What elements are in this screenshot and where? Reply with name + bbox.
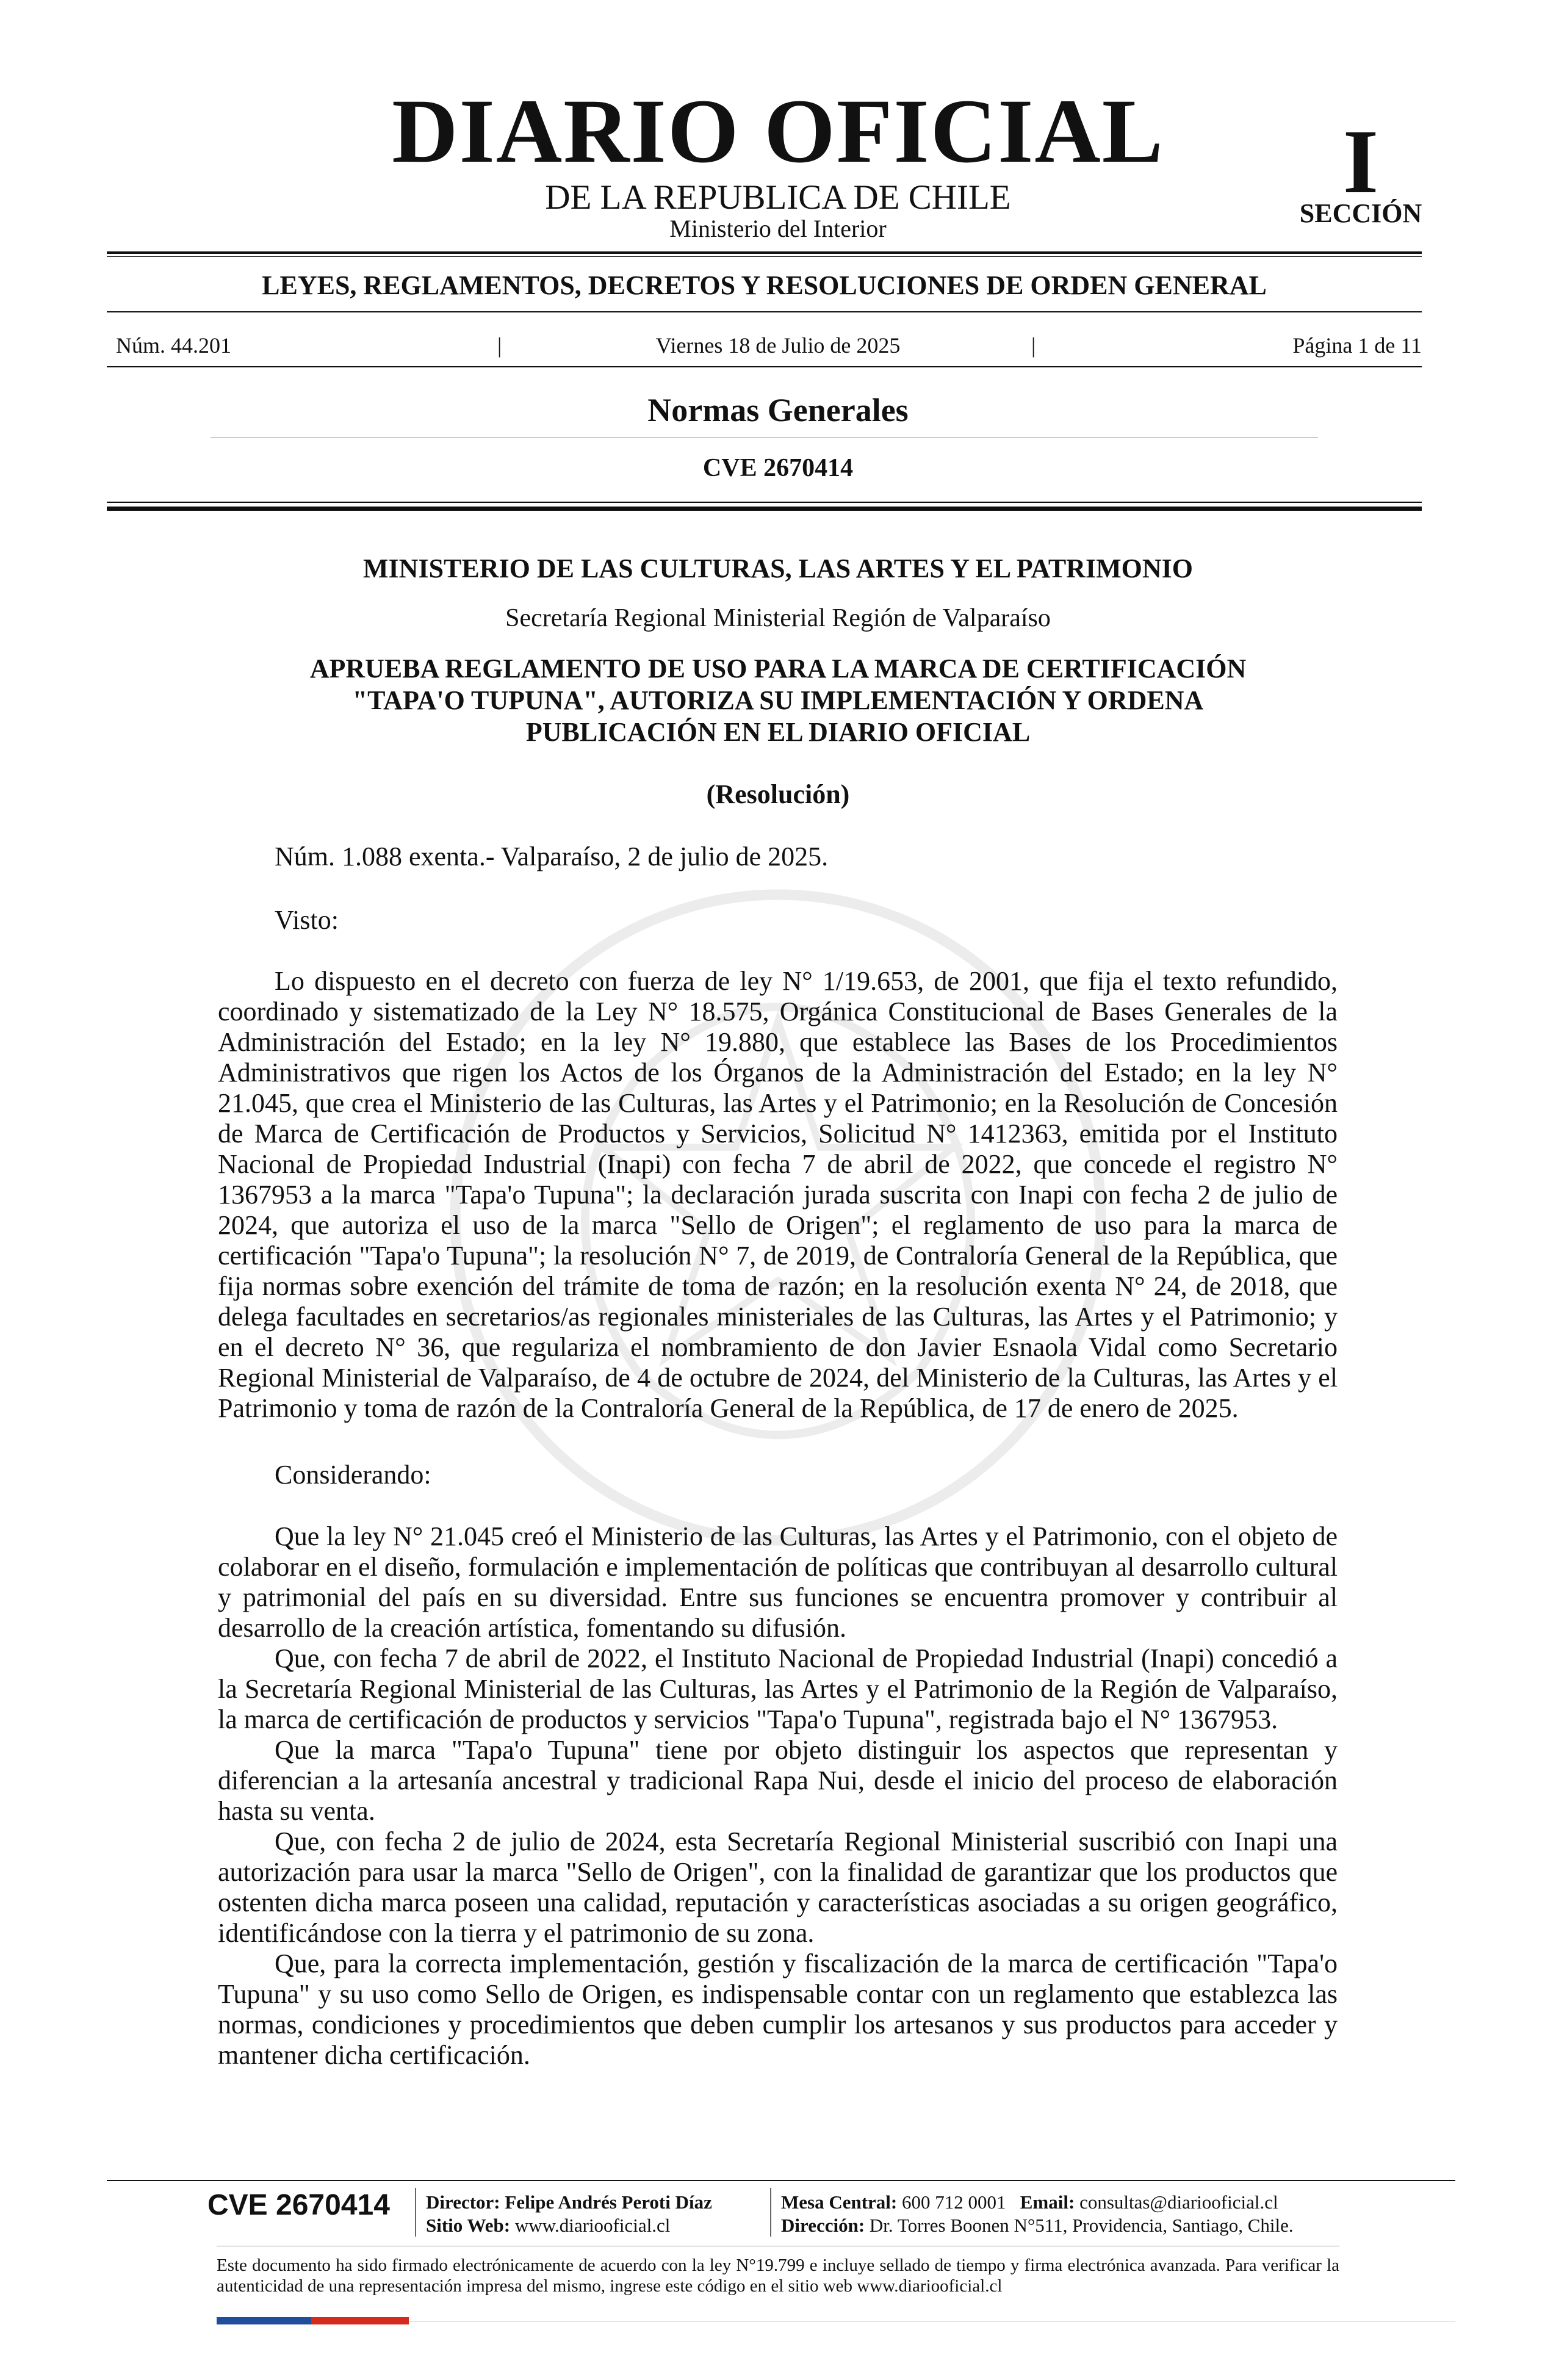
director-name: Felipe Andrés Peroti Díaz	[505, 2191, 712, 2213]
visto-label: Visto:	[275, 905, 339, 935]
resolution-number-line: Núm. 1.088 exenta.- Valparaíso, 2 de julio de 2025.	[275, 842, 829, 871]
issuing-office: Secretaría Regional Ministerial Región de Valparaíso	[505, 604, 1051, 632]
section-title-rule	[211, 437, 1318, 438]
considerando-label: Considerando:	[275, 1460, 431, 1490]
footer-divider	[415, 2188, 416, 2237]
sub-heading: LEYES, REGLAMENTOS, DECRETOS Y RESOLUCIONES DE ORDEN GENERAL	[262, 270, 1267, 300]
masthead-ministry: Ministerio del Interior	[669, 215, 887, 242]
flag-stripe-blue	[217, 2317, 311, 2324]
considerando-paragraph: Que la ley N° 21.045 creó el Ministerio de las Culturas, las Artes y el Patrimonio, con el objeto de colaborar en el diseño, formulación e implementación de políticas que contribuyan al desarrollo cultural y patrimonial del país en su diversidad. Entre sus funciones se encuentra promover y contribuir al desarrollo de la creación artística, fomentando su difusión.	[218, 1521, 1338, 1643]
address-value: Dr. Torres Boonen N°511, Providencia, Santiago, Chile.	[869, 2215, 1294, 2236]
issue-number: Núm. 44.201	[116, 333, 231, 358]
website-label: Sitio Web:	[426, 2215, 511, 2236]
considerando-paragraph: Que la marca "Tapa'o Tupuna" tiene por objeto distinguir los aspectos que representan y diferencian a la artesanía ancestral y tradicional Rapa Nui, desde el inicio del proceso de elaboración hasta su venta.	[218, 1735, 1338, 1826]
issue-separator: |	[1031, 333, 1036, 358]
flag-stripe-red	[311, 2317, 409, 2324]
masthead-subtitle: DE LA REPUBLICA DE CHILE	[545, 178, 1011, 217]
email-label: Email:	[1020, 2191, 1075, 2213]
resolution-title-line: "TAPA'O TUPUNA", AUTORIZA SU IMPLEMENTACIÓN Y ORDENA	[352, 685, 1204, 715]
mesa-label: Mesa Central:	[781, 2191, 898, 2213]
section-number: I	[1342, 111, 1379, 212]
considerando-body	[218, 1521, 1338, 2071]
issue-separator: |	[497, 333, 502, 358]
section-label: SECCIÓN	[1299, 198, 1422, 228]
masthead-rule-thin	[107, 256, 1422, 257]
website-link[interactable]: www.diariooficial.cl	[514, 2215, 671, 2236]
masthead-title: DIARIO OFICIAL	[392, 81, 1164, 182]
resolution-title	[183, 653, 1373, 748]
footer-legal-notice: Este documento ha sido firmado electrónicamente de acuerdo con la ley N°19.799 e incluye sellado de tiempo y firma electrónica avanzada. Para verificar la autenticidad de una representación impresa del mismo, ingrese este código en el sitio web www.diariooficial.cl	[217, 2256, 1339, 2296]
footer-contact	[781, 2191, 1294, 2237]
director-label: Director:	[426, 2191, 500, 2213]
resolution-title-line: APRUEBA REGLAMENTO DE USO PARA LA MARCA DE CERTIFICACIÓN	[309, 654, 1247, 683]
issue-rule	[107, 366, 1422, 367]
cve-rule	[107, 502, 1422, 503]
resolution-type: (Resolución)	[706, 779, 850, 809]
mesa-value: 600 712 0001	[902, 2191, 1006, 2213]
issue-page: Página 1 de 11	[1292, 333, 1422, 358]
address-label: Dirección:	[781, 2215, 865, 2236]
considerando-paragraph: Que, con fecha 7 de abril de 2022, el Instituto Nacional de Propiedad Industrial (Inapi) concedió a la Secretaría Regional Ministerial de las Culturas, las Artes y el Patrimonio de la Región de Valparaíso, la marca de certificación de productos y servicios "Tapa'o Tupuna", registrada bajo el N° 1367953.	[218, 1643, 1338, 1734]
cve-rule-thick	[107, 507, 1422, 511]
footer-cve-code: CVE 2670414	[207, 2189, 390, 2221]
footer-divider	[770, 2188, 771, 2237]
visto-paragraph: Lo dispuesto en el decreto con fuerza de ley N° 1/19.653, de 2001, que fija el texto refundido, coordinado y sistematizado de la Ley N° 18.575, Orgánica Constitucional de Bases Generales de la Administración del Estado; en la ley N° 19.880, que establece las Bases de los Procedimientos Administrativos que rigen los Actos de los Órganos de la Administración del Estado; en la ley N° 21.045, que crea el Ministerio de las Culturas, las Artes y el Patrimonio; en la Resolución de Concesión de Marca de Certificación de Productos y Servicios, Solicitud N° 1412363, emitida por el Instituto Nacional de Propiedad Industrial (Inapi) con fecha 7 de abril de 2022, que concede el registro N° 1367953 a la marca "Tapa'o Tupuna"; la declaración jurada suscrita con Inapi con fecha 2 de julio de 2024, que autoriza el uso de la marca "Sello de Origen"; el reglamento de uso para la marca de certificación "Tapa'o Tupuna"; la resolución N° 7, de 2019, de Contraloría General de la República, que fija normas sobre exención del trámite de toma de razón; en la resolución exenta N° 24, de 2018, que delega facultades en secretarios/as regionales ministeriales de las Culturas, las Artes y el Patrimonio; y en el decreto N° 36, que regulariza el nombramiento de don Javier Esnaola Vidal como Secretario Regional Ministerial de Valparaíso, de 4 de octubre de 2024, del Ministerio de la Culturas, las Artes y el Patrimonio y toma de razón de la Contraloría General de la República, de 17 de enero de 2025.	[218, 966, 1338, 1423]
resolution-title-line: PUBLICACIÓN EN EL DIARIO OFICIAL	[525, 717, 1031, 747]
email-link[interactable]: consultas@diariooficial.cl	[1079, 2191, 1278, 2213]
issuing-ministry: MINISTERIO DE LAS CULTURAS, LAS ARTES Y EL PATRIMONIO	[363, 554, 1193, 583]
cve-code: CVE 2670414	[702, 454, 854, 482]
masthead-rule	[107, 251, 1422, 254]
footer-director	[426, 2191, 712, 2237]
visto-body	[218, 966, 1338, 1424]
issue-date: Viernes 18 de Julio de 2025	[655, 333, 901, 358]
considerando-paragraph: Que, para la correcta implementación, gestión y fiscalización de la marca de certificación "Tapa'o Tupuna" y su uso como Sello de Origen, es indispensable contar con un reglamento que establezca las normas, condiciones y procedimientos que deben cumplir los artesanos y sus productos para acceder y mantener dicha certificación.	[218, 1949, 1338, 2070]
considerando-paragraph: Que, con fecha 2 de julio de 2024, esta Secretaría Regional Ministerial suscribió con Inapi una autorización para usar la marca "Sello de Origen", con la finalidad de garantizar que los productos que ostenten dicha marca poseen una calidad, reputación y características asociadas a su origen geográfico, identificándose con la tierra y el patrimonio de su zona.	[218, 1826, 1338, 1948]
footer-rule	[107, 2180, 1455, 2181]
sub-heading-rule	[107, 311, 1422, 312]
section-title: Normas Generales	[647, 392, 909, 428]
